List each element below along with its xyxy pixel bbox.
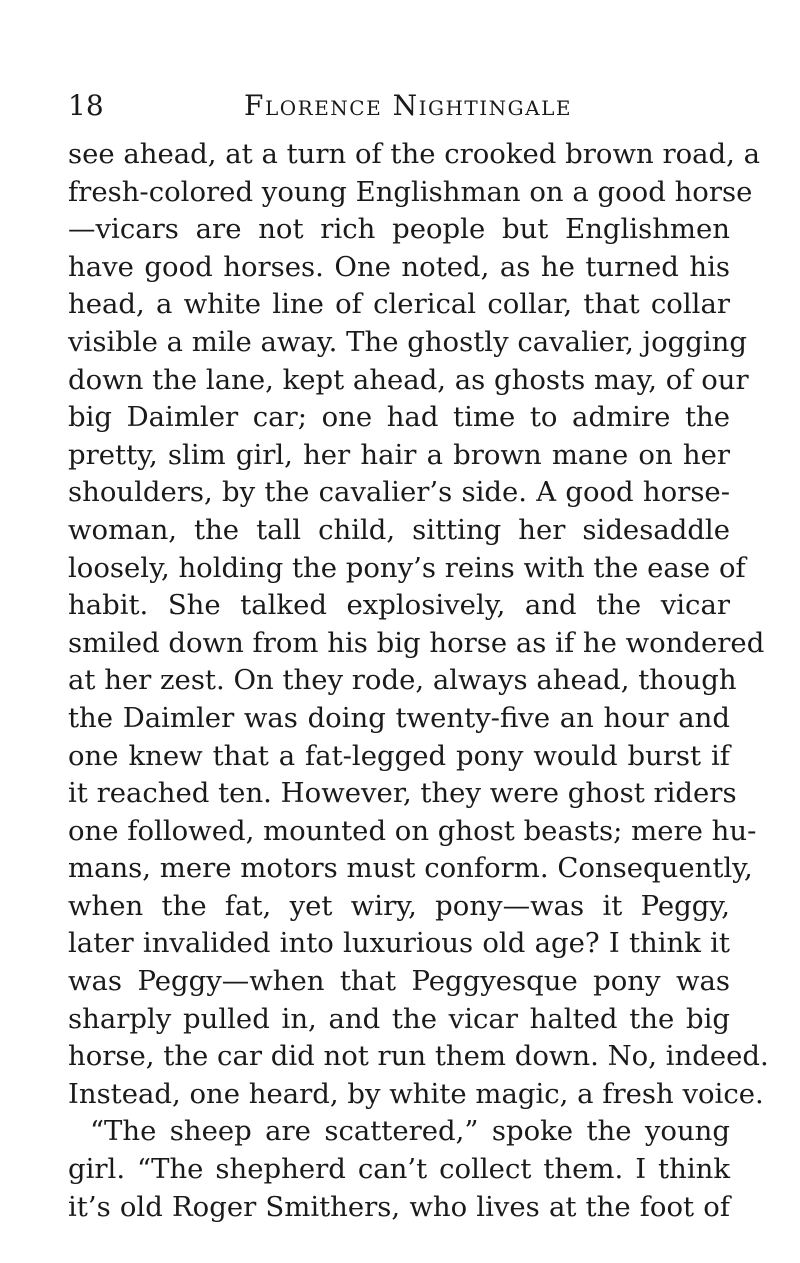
- text-line: later invalided into luxurious old age? I think it: [68, 927, 730, 960]
- text-line: sharply pulled in, and the vicar halted the big: [68, 1002, 730, 1035]
- text-line: pretty, slim girl, her hair a brown mane on her: [68, 438, 730, 471]
- text-line: the Daimler was doing twenty-five an hour and: [68, 701, 730, 734]
- text-line: smiled down from his big horse as if he wondered: [68, 626, 765, 659]
- text-line: when the fat, yet wiry, pony—was it Peggy,: [68, 889, 730, 922]
- text-line: see ahead, at a turn of the crooked brown road, a: [68, 138, 761, 170]
- text-line: at her zest. On they rode, always ahead, though: [68, 664, 737, 697]
- text-line: it’s old Roger Smithers, who lives at the foot of: [68, 1190, 730, 1223]
- text-line: woman, the tall child, sitting her sidesaddle: [68, 513, 730, 546]
- text-line: “The sheep are scattered,” spoke the young: [90, 1115, 730, 1148]
- text-line: one knew that a fat-legged pony would burst if: [68, 739, 730, 772]
- text-line: big Daimler car; one had time to admire the: [68, 401, 730, 434]
- text-line: shoulders, by the cavalier’s side. A good horse-: [68, 476, 730, 509]
- text-line: girl. “The shepherd can’t collect them. I think: [68, 1153, 730, 1186]
- body-text: [68, 136, 769, 1226]
- text-line: mans, mere motors must conform. Consequently,: [68, 852, 753, 885]
- text-line: it reached ten. However, they were ghost riders: [68, 777, 737, 810]
- text-line: fresh-colored young Englishman on a good horse: [68, 175, 753, 208]
- page-header: [68, 88, 728, 128]
- page-number: 18: [68, 89, 104, 122]
- text-line: one followed, mounted on ghost beasts; mere hu-: [68, 814, 757, 847]
- text-line: have good horses. One noted, as he turned his: [68, 250, 730, 283]
- text-line: —vicars are not rich people but Englishmen: [68, 213, 730, 246]
- text-line: head, a white line of clerical collar, that collar: [68, 288, 730, 321]
- text-line: loosely, holding the pony’s reins with the ease of: [68, 551, 746, 584]
- text-line: habit. She talked explosively, and the vicar: [68, 589, 730, 622]
- text-line: visible a mile away. The ghostly cavalier, jogging: [68, 325, 747, 358]
- text-line: was Peggy—when that Peggyesque pony was: [68, 965, 730, 998]
- text-line: down the lane, kept ahead, as ghosts may, of our: [68, 363, 749, 396]
- running-title: Florence Nightingale: [244, 89, 572, 122]
- text-line: horse, the car did not run them down. No, indeed.: [68, 1040, 769, 1073]
- text-line: Instead, one heard, by white magic, a fresh voice.: [68, 1077, 764, 1110]
